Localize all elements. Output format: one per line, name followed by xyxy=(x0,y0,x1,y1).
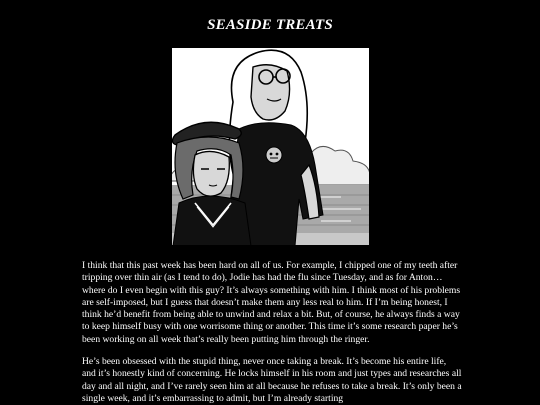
paragraph: I think that this past week has been hard on all of us. For example, I chipped one of my teeth after tripping over thin air (as I tend to do), Jodie has had the flu since Tuesday, and as for Anton… where do I even begin with this guy? It’s always something with him. I think most of his problems are self-imposed, but I guess that doesn’t make them any less real to him. If I’m being honest, I think he’d benefit from being able to unwind and relax a bit. But, of course, he always finds a way to keep himself busy with one worrisome thing or another. This time it’s some research paper he’s been working on all week that’s really been putting him through the ringer. xyxy=(82,260,461,345)
post-title: SEASIDE TREATS xyxy=(207,17,333,33)
post-body xyxy=(82,260,462,405)
comic-illustration-art xyxy=(171,47,370,246)
paragraph: He’s been obsessed with the stupid thing, never once taking a break. It’s become his entire life, and it’s honestly kind of concerning. He locks himself in his room and just types and researches all day and all night, and I’ve rarely seen him at all because he refuses to take a break. It’s only been a single week, and it’s embarrassing to admit, but I’m already starting xyxy=(82,356,462,404)
comic-illustration xyxy=(171,47,370,246)
